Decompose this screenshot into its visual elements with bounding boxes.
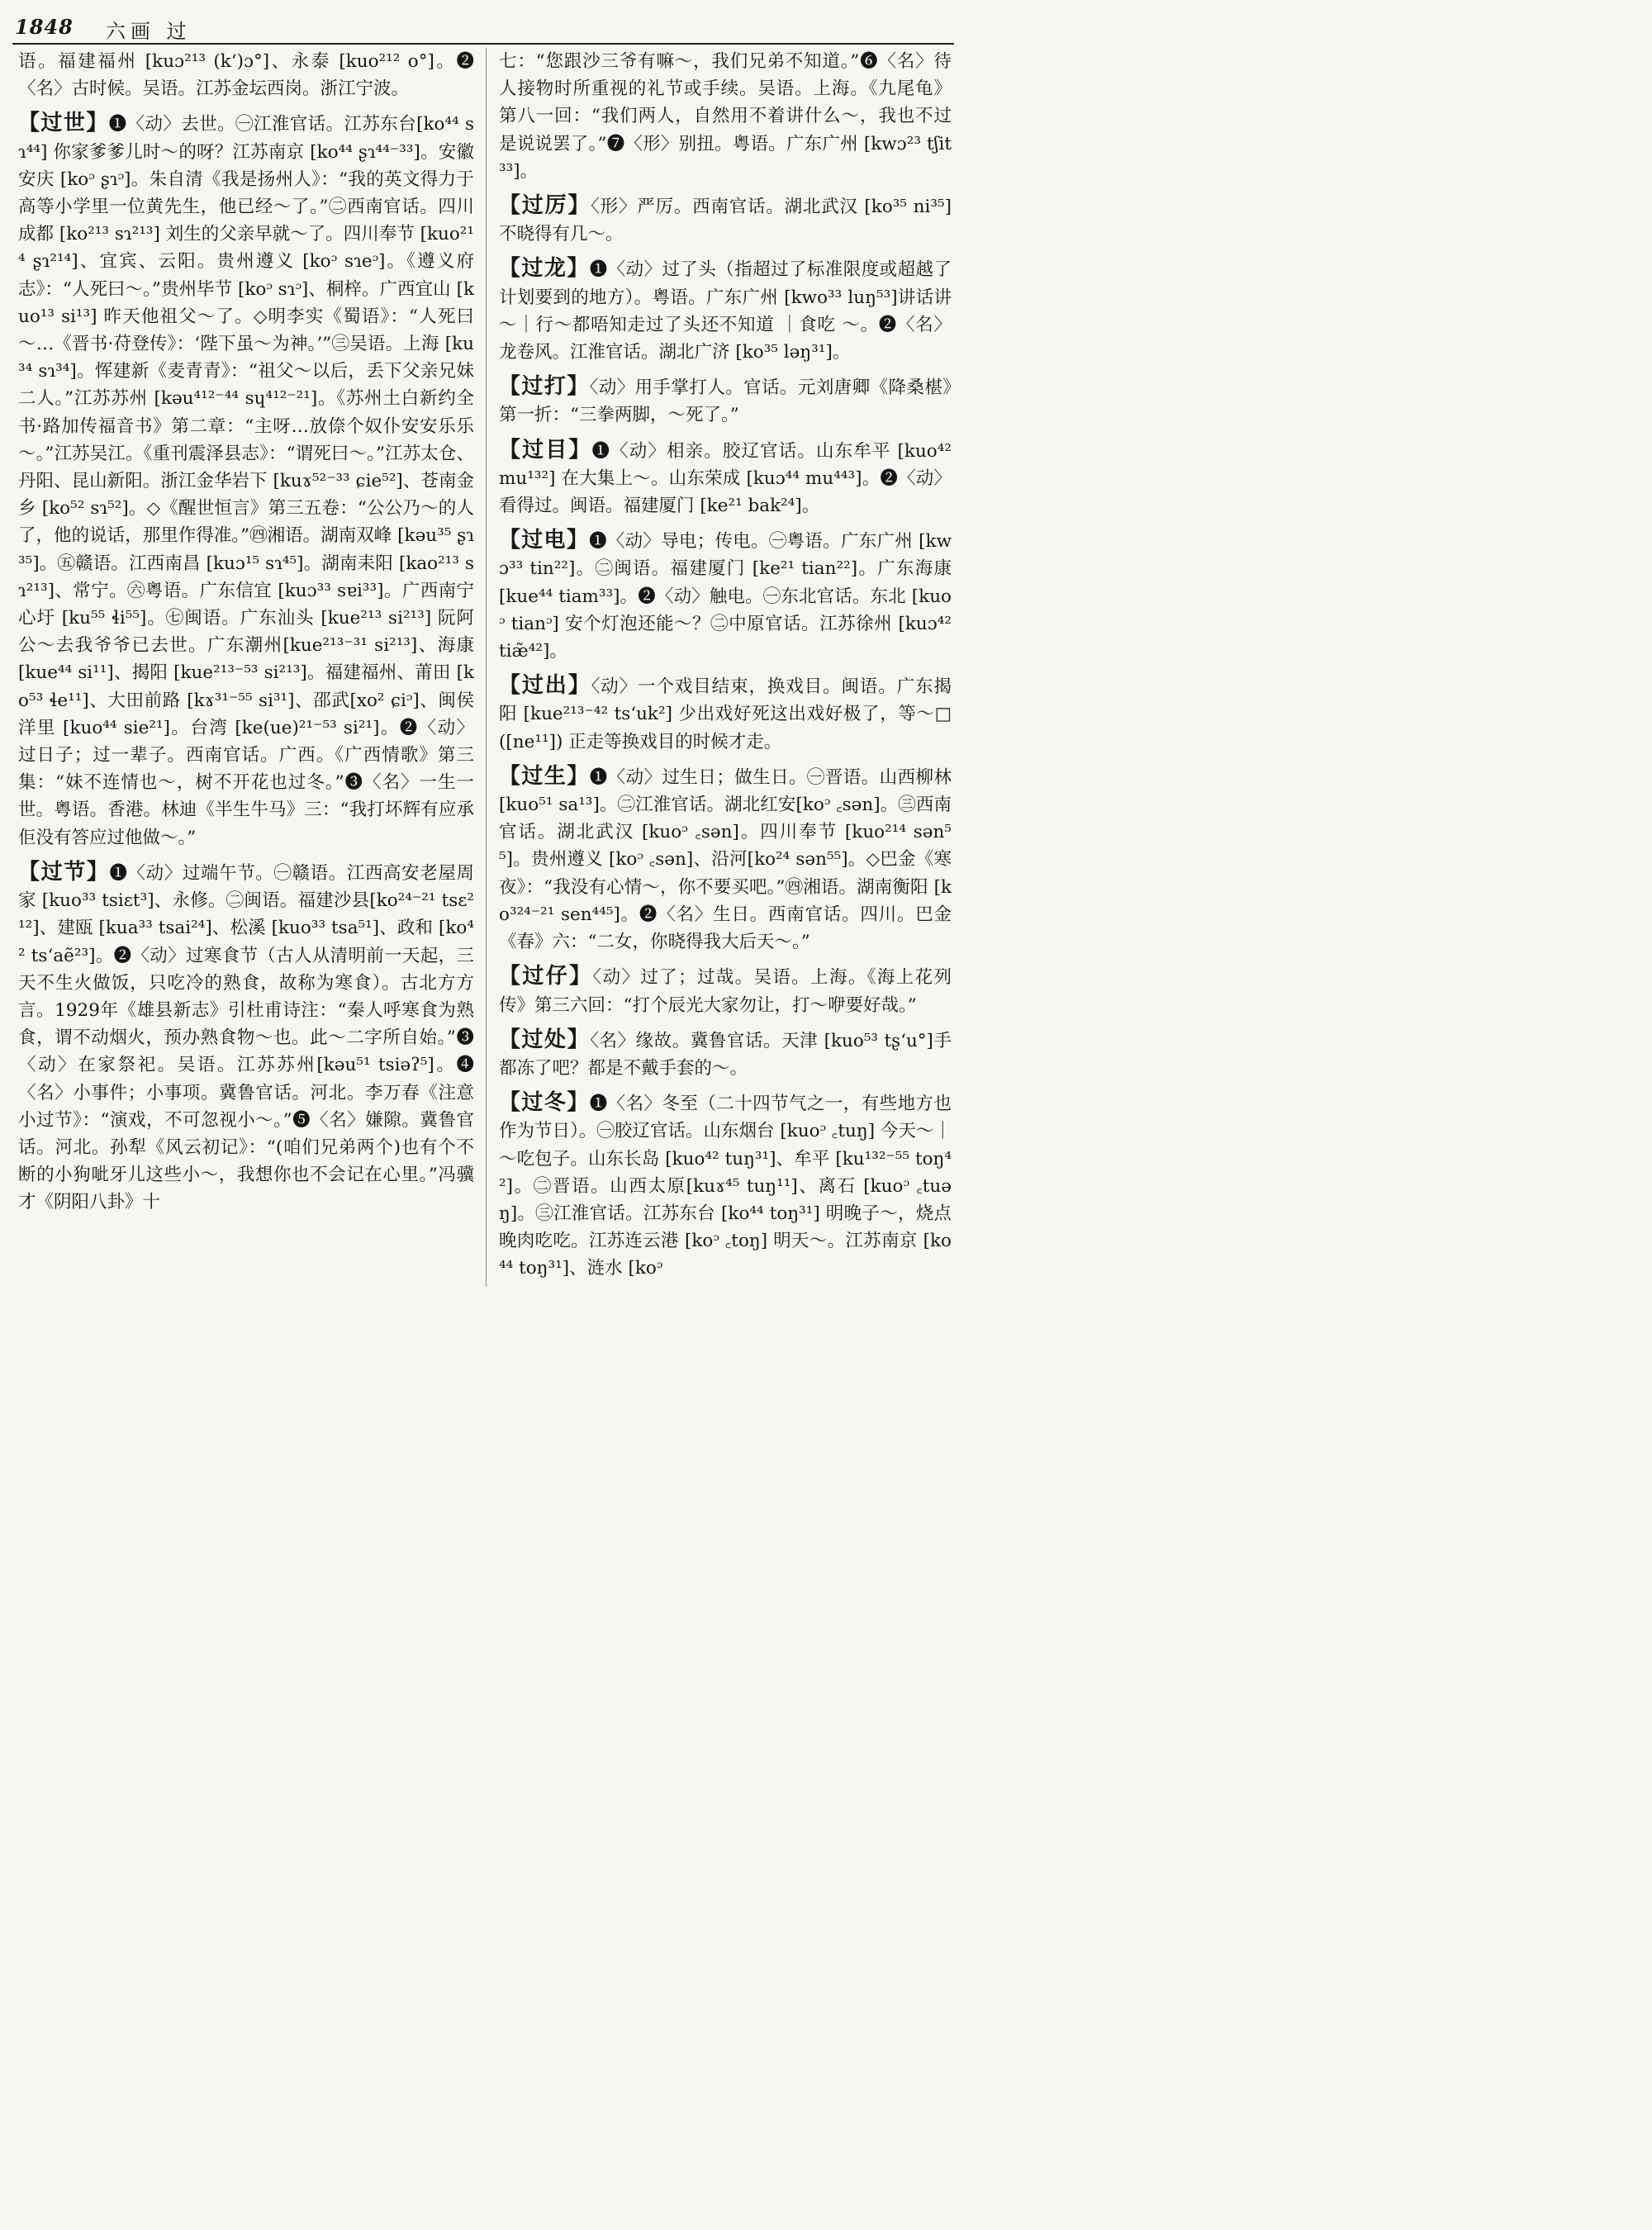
entry-guodian xyxy=(499,527,952,665)
entry-guoshi xyxy=(18,110,474,851)
entry-text: ❶〈名〉冬至（二十四节气之一，有些地方也作为节日）。㊀胶辽官话。山东烟台 [kuoᵓ ꜀tuŋ] 今天～｜～吃包子。山东长岛 [kuo⁴² tuŋ³¹]、牟平 [ku¹³²⁻⁵⁵ toŋ⁴²]。㊁晋语。山西太原[kuɤ⁴⁵ tuŋ¹¹]、离石 [kuoᵓ ꜀tuəŋ]。㊂江淮官话。江苏东台 [ko⁴⁴ toŋ³¹] 明晚子～，烧点晚肉吃吃。江苏连云港 [koᵓ ꜀toŋ] 明天～。江苏南京 [ko⁴⁴ toŋ³¹]、涟水 [koᵓ xyxy=(499,1094,952,1279)
entry-headword: 【过生】 xyxy=(499,763,590,789)
entry-text: 七：“您跟沙三爷有嘛～，我们兄弟不知道。”❻〈名〉待人接物时所重视的礼节或手续。吴语。上海。《九尾龟》第八一回：“我们两人，自然用不着讲什么～，我也不过是说说罢了。”❼〈形〉别扭。粤语。广东广州 [kwɔ²³ tʃit³³]。 xyxy=(499,51,952,182)
entry-headword: 【过冬】 xyxy=(499,1090,590,1116)
entry-guosheng xyxy=(499,763,952,956)
entry-headword: 【过目】 xyxy=(499,437,592,463)
entry-guomu xyxy=(499,437,952,520)
entry-text: ❶〈动〉导电；传电。㊀粤语。广东广州 [kwɔ³³ tin²²]。㊁闽语。福建厦门 [ke²¹ tian²²]。广东海康 [kue⁴⁴ tiam³³]。❷〈动〉触电。㊀东北官话。东北 [kuoᵓ tianᵓ] 安个灯泡还能～？㊁中原官话。江苏徐州 [kuɔ⁴² tiæ̃⁴²]。 xyxy=(499,531,952,662)
right-column xyxy=(499,48,952,1287)
entry-text: 〈动〉过了；过哉。吴语。上海。《海上花列传》第三六回：“打个辰光大家勿让，打～咿要好哉。” xyxy=(499,967,952,1016)
entry-headword: 【过厉】 xyxy=(499,193,591,219)
entry-text: 语。福建福州 [kuɔ²¹³ (k‘)ɔ°]、永泰 [kuo²¹² o°]。❷〈名〉古时候。吴语。江苏金坛西岗。浙江宁波。 xyxy=(18,51,474,100)
entry-text: 〈动〉用手掌打人。官话。元刘唐卿《降桑椹》第一折：“三拳两脚，～死了。” xyxy=(499,377,952,426)
entry-headword: 【过电】 xyxy=(499,528,590,553)
section-title: 六画 过 xyxy=(106,20,192,43)
entry-headword: 【过出】 xyxy=(499,673,591,699)
entry-guochu xyxy=(499,672,952,756)
entry-guoda xyxy=(499,373,952,429)
entry-text: ❶〈动〉过了头（指超过了标准限度或超越了计划要到的地方）。粤语。广东广州 [kwo³³ luŋ⁵³]讲话讲～｜行～都唔知走过了头还不知道 ｜食吃 ～。❷〈名〉龙卷风。江淮官话。湖北广济 [ko³⁵ ləŋ³¹]。 xyxy=(499,259,952,363)
entry-guozai xyxy=(499,963,952,1018)
page-number: 1848 xyxy=(15,15,74,39)
entry-guochu2 xyxy=(499,1027,952,1082)
left-column xyxy=(18,48,474,1287)
page-header xyxy=(0,0,966,50)
entry-continuation xyxy=(499,48,952,185)
entry-text: ❶〈动〉过生日；做生日。㊀晋语。山西柳林 [kuo⁵¹ sa¹³]。㊁江淮官话。湖北红安[koᵓ ꜀sən]。㊂西南官话。湖北武汉 [kuoᵓ ꜀sən]。四川奉节 [kuo²¹⁴ sən⁵⁵]。贵州遵义 [koᵓ ꜀sən]、沿河[ko²⁴ sən⁵⁵]。◇巴金《寒夜》：“我没有心情～，你不要买吧。”㊃湘语。湖南衡阳 [ko³²⁴⁻²¹ sen⁴⁴⁵]。❷〈名〉生日。西南官话。四川。巴金《春》六：“二女，你晓得我大后天～。” xyxy=(499,766,952,953)
entry-headword: 【过处】 xyxy=(499,1027,591,1052)
entry-guojie xyxy=(18,859,474,1217)
entry-continuation xyxy=(18,48,474,102)
entry-headword: 【过节】 xyxy=(18,859,110,885)
entry-text: 〈形〉严厉。西南官话。湖北武汉 [ko³⁵ ni³⁵] 不晓得有几～。 xyxy=(499,197,952,245)
entry-text: ❶〈动〉相亲。胶辽官话。山东牟平 [kuo⁴² mu¹³²] 在大集上～。山东荣成 [kuɔ⁴⁴ mu⁴⁴³]。❷〈动〉看得过。闽语。福建厦门 [ke²¹ bak²⁴]。 xyxy=(499,440,952,517)
entry-guolong xyxy=(499,255,952,366)
entry-guodong xyxy=(499,1089,952,1282)
entry-text: 〈动〉一个戏目结束，换戏目。闽语。广东揭阳 [kue²¹³⁻⁴² ts‘uk²] 少出戏好死这出戏好极了，等～□([ne¹¹]) 正走等换戏目的时候才走。 xyxy=(499,676,952,752)
entry-text: ❶〈动〉去世。㊀江淮官话。江苏东台[ko⁴⁴ sɿ⁴⁴] 你家爹爹儿时～的呀？江苏南京 [ko⁴⁴ ʂɿ⁴⁴⁻³³]。安徽安庆 [koᵓ ʂɿᵓ]。朱自清《我是扬州人》：“我的英文得力于高等小学里一位黄先生，他已经～了。”㊁西南官话。四川成都 [ko²¹³ sɿ²¹³] 刘生的父亲早就～了。四川奉节 [kuo²¹⁴ ʂɿ²¹⁴]、宜宾、云阳。贵州遵义 [koᵓ sɿeᵓ]。《遵义府志》：“人死曰～。”贵州毕节 [koᵓ sɿᵓ]、桐梓。广西宜山 [kuo¹³ si¹³] 昨天他祖父～了。◇明李实《蜀语》：“人死曰～…《晋书·苻登传》：‘陛下虽～为神。’”㊂吴语。上海 [ku³⁴ sɿ³⁴]。恽建新《麦青青》：“祖父～以后，丢下父亲兄妹二人。”江苏苏州 [kəu⁴¹²⁻⁴⁴ sɥ⁴¹²⁻²¹]。《苏州土白新约全书·路加传福音书》第二章：“主呀…放倷个奴仆安安乐乐～。”江苏吴江。《重刊震泽县志》：“谓死曰～。”江苏太仓、丹阳、昆山新阳。浙江金华岩下 [kuɤ⁵²⁻³³ ɕie⁵²]、苍南金乡 [ko⁵² sɿ⁵²]。◇《醒世恒言》第三五卷：“公公乃～的人了，他的说话，那里作得准。”㊃湘语。湖南双峰 [kəu³⁵ ʂɿ³⁵]。㊄赣语。江西南昌 [kuɔ¹⁵ sɿ⁴⁵]。湖南耒阳 [kao²¹³ sɿ²¹³]、常宁。㊅粤语。广东信宜 [kuɔ³³ sɐi³³]。广西南宁心圩 [ku⁵⁵ ɬi⁵⁵]。㊆闽语。广东汕头 [kue²¹³ si²¹³] 阮阿公～去我爷爷已去世。广东潮州[kue²¹³⁻³¹ si²¹³]、海康 [kue⁴⁴ si¹¹]、揭阳 [kue²¹³⁻⁵³ si²¹³]。福建福州、莆田 [ko⁵³ ɬe¹¹]、大田前路 [kɤ³¹⁻⁵⁵ si³¹]、邵武[xo² ɕiᵓ]、闽侯洋里 [kuo⁴⁴ sie²¹]。台湾 [ke(ue)²¹⁻⁵³ si²¹]。❷〈动〉过日子；过一辈子。西南官话。广西。《广西情歌》第三集：“妹不连情也～，树不开花也过冬。”❸〈名〉一生一世。粤语。香港。林迪《半生牛马》三：“我打坏辉有应承佢没有答应过他做～。” xyxy=(18,114,475,848)
header-rule xyxy=(12,43,954,45)
entry-text: ❶〈动〉过端午节。㊀赣语。江西高安老屋周家 [kuo³³ tsiɛt³]、永修。㊁闽语。福建沙县[ko²⁴⁻²¹ tsɛ²¹²]、建瓯 [kua³³ tsai²⁴]、松溪 [kuo³³ tsa⁵¹]、政和 [ko⁴² ts‘aẽ²³]。❷〈动〉过寒食节（古人从清明前一天起，三天不生火做饭，只吃冷的熟食，故称为寒食）。古北方方言。1929年《雄县新志》引杜甫诗注：“秦人呼寒食为熟食，谓不动烟火，预办熟食物～也。此～二字所自始。”❸〈动〉在家祭祀。吴语。江苏苏州[kəu⁵¹ tsiəʔ⁵]。❹〈名〉小事件；小事项。冀鲁官话。河北。李万春《注意小过节》：“演戏，不可忽视小～。”❺〈名〉嫌隙。冀鲁官话。河北。孙犁《风云初记》：“(咱们兄弟两个)也有个不断的小狗呲牙儿这些小～，我想你也不会记在心里。”冯骥才《阴阳八卦》十 xyxy=(18,862,474,1213)
entry-text: 〈名〉缘故。冀鲁官话。天津 [kuo⁵³ tʂ‘u°]手都冻了吧？都是不戴手套的～。 xyxy=(499,1030,952,1079)
column-divider xyxy=(486,48,487,1287)
entry-headword: 【过世】 xyxy=(18,111,109,136)
entry-guoli xyxy=(499,192,952,248)
entry-headword: 【过仔】 xyxy=(499,964,593,989)
entry-headword: 【过打】 xyxy=(499,374,590,400)
entry-headword: 【过龙】 xyxy=(499,256,590,282)
